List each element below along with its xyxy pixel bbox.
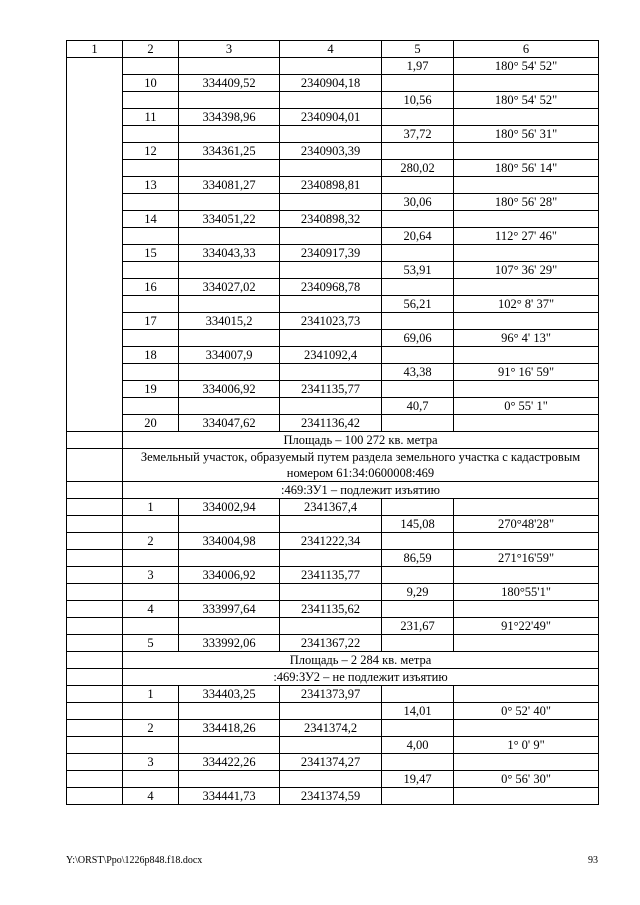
angle-cell [454, 279, 599, 296]
point-number-cell [123, 737, 179, 754]
point-number-cell [123, 194, 179, 211]
column-header: 2 [123, 41, 179, 58]
distance-cell [382, 788, 454, 805]
parcel-title-row-text: :469:ЗУ1 – подлежит изъятию [123, 482, 599, 499]
blank-column-cell [67, 432, 123, 449]
x-cell: 334403,25 [179, 686, 280, 703]
distance-cell [382, 313, 454, 330]
point-number-cell: 17 [123, 313, 179, 330]
distance-cell [382, 347, 454, 364]
point-number-cell [123, 364, 179, 381]
point-number-cell: 14 [123, 211, 179, 228]
x-cell [179, 92, 280, 109]
x-cell: 334043,33 [179, 245, 280, 262]
angle-cell [454, 533, 599, 550]
blank-column-cell [67, 686, 123, 703]
distance-cell: 37,72 [382, 126, 454, 143]
point-row [67, 686, 599, 703]
y-cell: 2340904,01 [280, 109, 382, 126]
point-row [67, 279, 599, 296]
y-cell: 2340917,39 [280, 245, 382, 262]
distance-cell [382, 415, 454, 432]
distance-cell: 231,67 [382, 618, 454, 635]
point-number-cell [123, 330, 179, 347]
y-cell [280, 516, 382, 533]
angle-cell: 0° 52' 40" [454, 703, 599, 720]
point-number-cell: 4 [123, 788, 179, 805]
angle-cell: 271°16'59" [454, 550, 599, 567]
point-row [67, 788, 599, 805]
angle-cell [454, 601, 599, 618]
distance-cell: 43,38 [382, 364, 454, 381]
angle-cell: 0° 56' 30" [454, 771, 599, 788]
table-row [67, 58, 599, 75]
angle-cell [454, 415, 599, 432]
y-cell: 2341135,77 [280, 567, 382, 584]
point-number-cell: 20 [123, 415, 179, 432]
distance-cell [382, 499, 454, 516]
point-row [67, 211, 599, 228]
angle-cell [454, 635, 599, 652]
point-number-cell [123, 516, 179, 533]
x-cell: 334047,62 [179, 415, 280, 432]
distance-cell: 69,06 [382, 330, 454, 347]
angle-cell: 96° 4' 13" [454, 330, 599, 347]
angle-cell [454, 686, 599, 703]
distance-cell [382, 75, 454, 92]
x-cell [179, 398, 280, 415]
y-cell: 2340904,18 [280, 75, 382, 92]
y-cell: 2341023,73 [280, 313, 382, 330]
point-number-cell: 19 [123, 381, 179, 398]
x-cell: 334081,27 [179, 177, 280, 194]
point-number-cell [123, 550, 179, 567]
distance-cell [382, 109, 454, 126]
angle-cell [454, 177, 599, 194]
point-number-cell [123, 58, 179, 75]
distance-cell [382, 211, 454, 228]
section-title-row-text: Земельный участок, образуемый путем раздела земельного участка с кадастровым номером 61:34:0600008:469 [123, 449, 599, 482]
x-cell: 334007,9 [179, 347, 280, 364]
point-number-cell [123, 584, 179, 601]
point-number-cell [123, 618, 179, 635]
parcel-title-row-text: :469:ЗУ2 – не подлежит изъятию [123, 669, 599, 686]
x-cell: 334002,94 [179, 499, 280, 516]
point-number-cell [123, 771, 179, 788]
y-cell [280, 364, 382, 381]
y-cell [280, 296, 382, 313]
segment-row [67, 160, 599, 177]
y-cell [280, 194, 382, 211]
distance-cell [382, 533, 454, 550]
distance-cell [382, 177, 454, 194]
point-number-cell: 3 [123, 754, 179, 771]
angle-cell [454, 75, 599, 92]
angle-cell [454, 109, 599, 126]
point-number-cell: 11 [123, 109, 179, 126]
footer-page-number: 93 [588, 855, 598, 866]
point-row [67, 245, 599, 262]
segment-row [67, 262, 599, 279]
y-cell [280, 703, 382, 720]
point-number-cell: 18 [123, 347, 179, 364]
distance-cell: 280,02 [382, 160, 454, 177]
point-number-cell [123, 262, 179, 279]
y-cell [280, 126, 382, 143]
blank-column-cell [67, 703, 123, 720]
point-row [67, 754, 599, 771]
angle-cell [454, 567, 599, 584]
point-number-cell [123, 703, 179, 720]
y-cell [280, 262, 382, 279]
distance-cell: 30,06 [382, 194, 454, 211]
point-row [67, 635, 599, 652]
point-number-cell: 4 [123, 601, 179, 618]
point-row [67, 75, 599, 92]
angle-cell: 102° 8' 37" [454, 296, 599, 313]
y-cell: 2341374,2 [280, 720, 382, 737]
angle-cell: 180° 56' 14" [454, 160, 599, 177]
point-number-cell: 12 [123, 143, 179, 160]
distance-cell: 53,91 [382, 262, 454, 279]
blank-column-cell [67, 635, 123, 652]
segment-row [67, 737, 599, 754]
column-header: 6 [454, 41, 599, 58]
segment-row [67, 584, 599, 601]
area-row-text: Площадь – 100 272 кв. метра [123, 432, 599, 449]
distance-cell: 14,01 [382, 703, 454, 720]
x-cell: 334441,73 [179, 788, 280, 805]
blank-column-cell [67, 449, 123, 482]
parcel-title-row [67, 482, 599, 499]
distance-cell: 20,64 [382, 228, 454, 245]
angle-cell: 270°48'28" [454, 516, 599, 533]
blank-column-cell [67, 58, 123, 432]
section-title-row [67, 449, 599, 482]
distance-cell: 40,7 [382, 398, 454, 415]
segment-row [67, 126, 599, 143]
blank-column-cell [67, 601, 123, 618]
blank-column-cell [67, 584, 123, 601]
blank-column-cell [67, 669, 123, 686]
x-cell [179, 330, 280, 347]
distance-cell [382, 635, 454, 652]
distance-cell: 1,97 [382, 58, 454, 75]
x-cell: 334006,92 [179, 567, 280, 584]
x-cell [179, 618, 280, 635]
x-cell: 333992,06 [179, 635, 280, 652]
segment-row [67, 92, 599, 109]
segment-row [67, 550, 599, 567]
segment-row [67, 296, 599, 313]
area-row [67, 432, 599, 449]
y-cell: 2341092,4 [280, 347, 382, 364]
x-cell [179, 160, 280, 177]
distance-cell: 56,21 [382, 296, 454, 313]
y-cell [280, 771, 382, 788]
angle-cell [454, 211, 599, 228]
angle-cell: 112° 27' 46" [454, 228, 599, 245]
column-header: 1 [67, 41, 123, 58]
y-cell: 2341367,22 [280, 635, 382, 652]
x-cell [179, 58, 280, 75]
y-cell [280, 618, 382, 635]
segment-row [67, 618, 599, 635]
x-cell [179, 194, 280, 211]
angle-cell: 107° 36' 29" [454, 262, 599, 279]
angle-cell [454, 313, 599, 330]
angle-cell [454, 245, 599, 262]
angle-cell [454, 499, 599, 516]
segment-row [67, 330, 599, 347]
point-row [67, 499, 599, 516]
parcel-title-row [67, 669, 599, 686]
point-number-cell: 10 [123, 75, 179, 92]
point-number-cell: 13 [123, 177, 179, 194]
point-number-cell [123, 296, 179, 313]
x-cell: 334398,96 [179, 109, 280, 126]
x-cell: 333997,64 [179, 601, 280, 618]
point-number-cell [123, 228, 179, 245]
point-row [67, 720, 599, 737]
angle-cell: 180° 54' 52" [454, 58, 599, 75]
point-number-cell: 2 [123, 720, 179, 737]
angle-cell: 91°22'49" [454, 618, 599, 635]
point-number-cell [123, 126, 179, 143]
angle-cell: 180° 54' 52" [454, 92, 599, 109]
point-number-cell: 16 [123, 279, 179, 296]
x-cell: 334422,26 [179, 754, 280, 771]
point-row [67, 313, 599, 330]
blank-column-cell [67, 516, 123, 533]
distance-cell [382, 143, 454, 160]
angle-cell: 0° 55' 1" [454, 398, 599, 415]
segment-row [67, 771, 599, 788]
x-cell: 334051,22 [179, 211, 280, 228]
point-number-cell [123, 398, 179, 415]
footer-file-path: Y:\ORST\Ppo\1226p848.f18.docx [66, 855, 203, 866]
y-cell [280, 92, 382, 109]
segment-row [67, 194, 599, 211]
segment-row [67, 364, 599, 381]
distance-cell [382, 686, 454, 703]
blank-column-cell [67, 720, 123, 737]
y-cell [280, 330, 382, 347]
point-row [67, 109, 599, 126]
blank-column-cell [67, 788, 123, 805]
blank-column-cell [67, 737, 123, 754]
distance-cell [382, 279, 454, 296]
point-number-cell: 3 [123, 567, 179, 584]
distance-cell: 10,56 [382, 92, 454, 109]
angle-cell: 180°55'1" [454, 584, 599, 601]
x-cell [179, 703, 280, 720]
area-row-text: Площадь – 2 284 кв. метра [123, 652, 599, 669]
angle-cell: 180° 56' 31" [454, 126, 599, 143]
distance-cell [382, 720, 454, 737]
y-cell [280, 398, 382, 415]
distance-cell: 9,29 [382, 584, 454, 601]
y-cell [280, 58, 382, 75]
angle-cell [454, 720, 599, 737]
x-cell [179, 262, 280, 279]
column-header: 3 [179, 41, 280, 58]
y-cell: 2340898,32 [280, 211, 382, 228]
angle-cell [454, 754, 599, 771]
point-row [67, 143, 599, 160]
column-header: 5 [382, 41, 454, 58]
distance-cell [382, 567, 454, 584]
blank-column-cell [67, 652, 123, 669]
segment-row [67, 228, 599, 245]
point-number-cell: 5 [123, 635, 179, 652]
segment-row [67, 398, 599, 415]
blank-column-cell [67, 482, 123, 499]
distance-cell: 19,47 [382, 771, 454, 788]
blank-column-cell [67, 550, 123, 567]
blank-column-cell [67, 533, 123, 550]
x-cell: 334027,02 [179, 279, 280, 296]
x-cell [179, 364, 280, 381]
point-row [67, 567, 599, 584]
x-cell: 334006,92 [179, 381, 280, 398]
column-header: 4 [280, 41, 382, 58]
y-cell [280, 160, 382, 177]
angle-cell [454, 788, 599, 805]
x-cell [179, 296, 280, 313]
angle-cell [454, 347, 599, 364]
x-cell: 334015,2 [179, 313, 280, 330]
y-cell: 2341374,27 [280, 754, 382, 771]
distance-cell [382, 601, 454, 618]
point-number-cell: 1 [123, 686, 179, 703]
y-cell: 2341135,77 [280, 381, 382, 398]
segment-row [67, 516, 599, 533]
x-cell: 334418,26 [179, 720, 280, 737]
distance-cell [382, 754, 454, 771]
distance-cell: 4,00 [382, 737, 454, 754]
coordinates-table [66, 40, 599, 805]
x-cell [179, 126, 280, 143]
y-cell: 2341135,62 [280, 601, 382, 618]
area-row [67, 652, 599, 669]
point-number-cell [123, 92, 179, 109]
angle-cell: 91° 16' 59" [454, 364, 599, 381]
y-cell: 2340898,81 [280, 177, 382, 194]
blank-column-cell [67, 618, 123, 635]
y-cell: 2341222,34 [280, 533, 382, 550]
y-cell: 2341374,59 [280, 788, 382, 805]
point-number-cell: 1 [123, 499, 179, 516]
point-row [67, 601, 599, 618]
blank-column-cell [67, 499, 123, 516]
y-cell: 2340968,78 [280, 279, 382, 296]
point-row [67, 381, 599, 398]
y-cell [280, 228, 382, 245]
y-cell [280, 584, 382, 601]
x-cell [179, 516, 280, 533]
x-cell [179, 584, 280, 601]
y-cell: 2341136,42 [280, 415, 382, 432]
header-row [67, 41, 599, 58]
y-cell [280, 737, 382, 754]
x-cell [179, 228, 280, 245]
blank-column-cell [67, 567, 123, 584]
y-cell: 2341373,97 [280, 686, 382, 703]
point-number-cell [123, 160, 179, 177]
distance-cell: 145,08 [382, 516, 454, 533]
y-cell [280, 550, 382, 567]
angle-cell: 180° 56' 28" [454, 194, 599, 211]
blank-column-cell [67, 754, 123, 771]
angle-cell [454, 381, 599, 398]
point-row [67, 347, 599, 364]
blank-column-cell [67, 771, 123, 788]
distance-cell [382, 245, 454, 262]
x-cell [179, 550, 280, 567]
point-row [67, 415, 599, 432]
point-row [67, 177, 599, 194]
point-row [67, 533, 599, 550]
x-cell: 334409,52 [179, 75, 280, 92]
point-number-cell: 2 [123, 533, 179, 550]
distance-cell [382, 381, 454, 398]
point-number-cell: 15 [123, 245, 179, 262]
y-cell: 2341367,4 [280, 499, 382, 516]
angle-cell: 1° 0' 9" [454, 737, 599, 754]
angle-cell [454, 143, 599, 160]
x-cell [179, 771, 280, 788]
distance-cell: 86,59 [382, 550, 454, 567]
x-cell [179, 737, 280, 754]
x-cell: 334361,25 [179, 143, 280, 160]
y-cell: 2340903,39 [280, 143, 382, 160]
segment-row [67, 703, 599, 720]
x-cell: 334004,98 [179, 533, 280, 550]
